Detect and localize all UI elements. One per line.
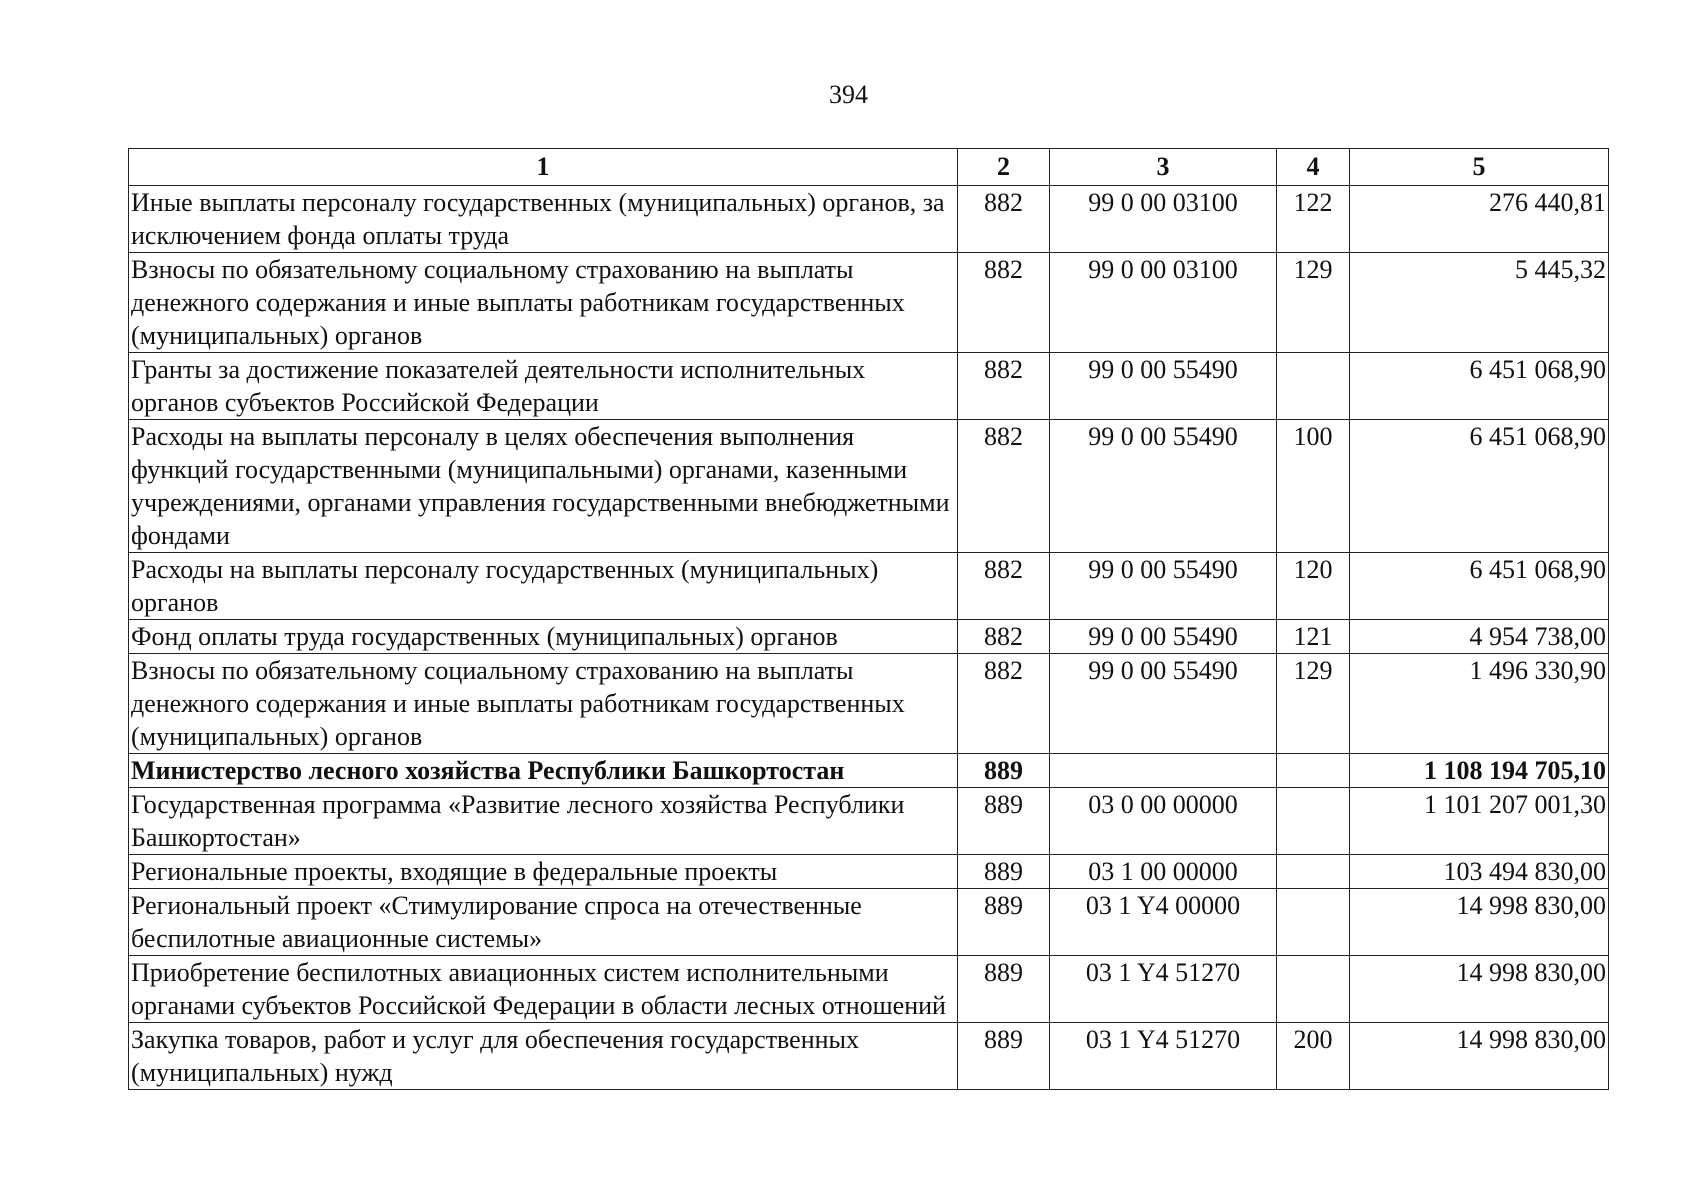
row-target-code: 99 0 00 55490: [1050, 654, 1277, 754]
row-expense-code: [1277, 754, 1350, 788]
row-expense-code: 121: [1277, 620, 1350, 654]
table-row: [129, 1023, 1609, 1090]
column-header-admin: 2: [958, 149, 1050, 186]
row-name: Приобретение беспилотных авиационных систем исполнительными органами субъектов Российской Федерации в области лесных отношений: [129, 956, 958, 1023]
column-header-name: 1: [129, 149, 958, 186]
page-number: 394: [829, 80, 868, 109]
table-row: [129, 553, 1609, 620]
row-amount: 276 440,81: [1350, 186, 1609, 253]
table-row: [129, 186, 1609, 253]
row-expense-code: [1277, 353, 1350, 420]
table-row: [129, 855, 1609, 889]
header-row: [129, 149, 1609, 186]
row-name: Расходы на выплаты персоналу государственных (муниципальных) органов: [129, 553, 958, 620]
row-amount: 6 451 068,90: [1350, 353, 1609, 420]
row-admin-code: 882: [958, 654, 1050, 754]
row-admin-code: 882: [958, 353, 1050, 420]
row-target-code: [1050, 754, 1277, 788]
table-row: [129, 788, 1609, 855]
row-admin-code: 889: [958, 855, 1050, 889]
row-expense-code: [1277, 788, 1350, 855]
row-target-code: 99 0 00 55490: [1050, 420, 1277, 553]
row-target-code: 03 0 00 00000: [1050, 788, 1277, 855]
row-admin-code: 882: [958, 420, 1050, 553]
row-admin-code: 889: [958, 788, 1050, 855]
table-row: [129, 620, 1609, 654]
row-expense-code: 200: [1277, 1023, 1350, 1090]
table-row: [129, 654, 1609, 754]
row-expense-code: 122: [1277, 186, 1350, 253]
row-amount: 1 496 330,90: [1350, 654, 1609, 754]
column-header-expense: 4: [1277, 149, 1350, 186]
row-target-code: 03 1 00 00000: [1050, 855, 1277, 889]
row-amount: 1 101 207 001,30: [1350, 788, 1609, 855]
row-target-code: 99 0 00 55490: [1050, 353, 1277, 420]
row-name: Расходы на выплаты персоналу в целях обеспечения выполнения функций государственными (муниципальными) органами, казенными учреждениями, органами управления государственными внебюджетными фондами: [129, 420, 958, 553]
row-amount: 6 451 068,90: [1350, 553, 1609, 620]
column-header-target: 3: [1050, 149, 1277, 186]
row-expense-code: [1277, 889, 1350, 956]
table-row: [129, 253, 1609, 353]
row-name: Взносы по обязательному социальному страхованию на выплаты денежного содержания и иные выплаты работникам государственных (муниципальных) органов: [129, 654, 958, 754]
row-expense-code: 120: [1277, 553, 1350, 620]
row-target-code: 99 0 00 03100: [1050, 253, 1277, 353]
row-name: Взносы по обязательному социальному страхованию на выплаты денежного содержания и иные выплаты работникам государственных (муниципальных) органов: [129, 253, 958, 353]
row-amount: 4 954 738,00: [1350, 620, 1609, 654]
row-admin-code: 889: [958, 889, 1050, 956]
row-amount: 14 998 830,00: [1350, 889, 1609, 956]
row-amount: 6 451 068,90: [1350, 420, 1609, 553]
row-name: Иные выплаты персоналу государственных (муниципальных) органов, за исключением фонда оплаты труда: [129, 186, 958, 253]
row-amount: 1 108 194 705,10: [1350, 754, 1609, 788]
table-row: [129, 353, 1609, 420]
row-name: Закупка товаров, работ и услуг для обеспечения государственных (муниципальных) нужд: [129, 1023, 958, 1090]
row-name: Региональный проект «Стимулирование спроса на отечественные беспилотные авиационные системы»: [129, 889, 958, 956]
row-name: Фонд оплаты труда государственных (муниципальных) органов: [129, 620, 958, 654]
row-amount: 14 998 830,00: [1350, 956, 1609, 1023]
row-admin-code: 882: [958, 186, 1050, 253]
row-target-code: 03 1 Y4 51270: [1050, 956, 1277, 1023]
table-row: [129, 420, 1609, 553]
table-row: [129, 956, 1609, 1023]
row-expense-code: [1277, 855, 1350, 889]
row-admin-code: 889: [958, 1023, 1050, 1090]
row-name: Государственная программа «Развитие лесного хозяйства Республики Башкортостан»: [129, 788, 958, 855]
table-row-ministry-total: [129, 754, 1609, 788]
row-expense-code: 129: [1277, 253, 1350, 353]
row-admin-code: 889: [958, 754, 1050, 788]
row-amount: 103 494 830,00: [1350, 855, 1609, 889]
row-name: Региональные проекты, входящие в федеральные проекты: [129, 855, 958, 889]
row-admin-code: 882: [958, 620, 1050, 654]
column-header-amount: 5: [1350, 149, 1609, 186]
row-admin-code: 882: [958, 253, 1050, 353]
row-name: Министерство лесного хозяйства Республики Башкортостан: [129, 754, 958, 788]
row-amount: 5 445,32: [1350, 253, 1609, 353]
row-admin-code: 889: [958, 956, 1050, 1023]
row-target-code: 99 0 00 55490: [1050, 553, 1277, 620]
row-amount: 14 998 830,00: [1350, 1023, 1609, 1090]
table-row: [129, 889, 1609, 956]
row-target-code: 03 1 Y4 51270: [1050, 1023, 1277, 1090]
row-expense-code: 100: [1277, 420, 1350, 553]
row-target-code: 99 0 00 03100: [1050, 186, 1277, 253]
row-target-code: 03 1 Y4 00000: [1050, 889, 1277, 956]
row-target-code: 99 0 00 55490: [1050, 620, 1277, 654]
row-expense-code: [1277, 956, 1350, 1023]
row-expense-code: 129: [1277, 654, 1350, 754]
row-name: Гранты за достижение показателей деятельности исполнительных органов субъектов Российской Федерации: [129, 353, 958, 420]
row-admin-code: 882: [958, 553, 1050, 620]
budget-table: [128, 148, 1609, 1090]
